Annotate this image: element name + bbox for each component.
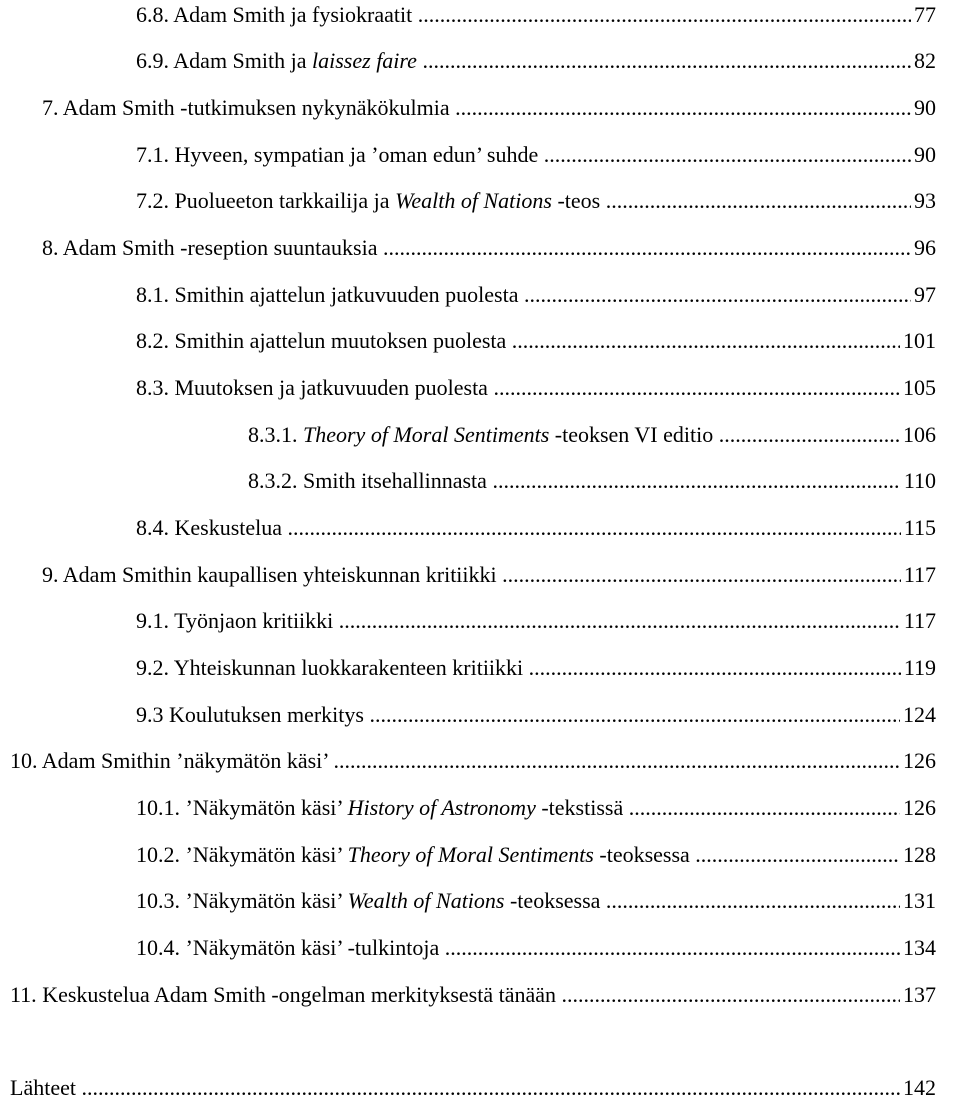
toc-page-number: 115 xyxy=(901,513,936,543)
toc-entry-number: 9.2. xyxy=(136,655,169,680)
toc-page-number: 101 xyxy=(900,326,936,356)
toc-entry-number: 9.1. xyxy=(136,608,169,633)
toc-entry-8-4 xyxy=(136,513,936,543)
toc-entry-10-1 xyxy=(136,793,936,823)
toc-entry-number: 10.2. xyxy=(136,842,180,867)
toc-entry-number: 8.3.2. xyxy=(248,468,298,493)
toc-entry-title: Adam Smith -tutkimuksen nykynäkökulmia xyxy=(62,95,450,120)
toc-entry-9 xyxy=(42,560,936,590)
toc-entry-number: 8. xyxy=(42,235,59,260)
toc-entry-7-1 xyxy=(136,140,936,170)
toc-entry-9-2 xyxy=(136,653,936,683)
toc-entry-title: Lähteet xyxy=(10,1075,76,1100)
toc-entry-9-1 xyxy=(136,606,936,636)
toc-entry-7 xyxy=(42,93,936,123)
toc-entry-8-3-1 xyxy=(248,420,936,450)
toc-page-number: 117 xyxy=(901,606,936,636)
toc-entry-title: ’Näkymätön käsi’ -tulkintoja xyxy=(185,935,440,960)
toc-entry-number: 7.2. xyxy=(136,188,169,213)
toc-entry-8-2 xyxy=(136,326,936,356)
toc-entry-title: Työnjaon kritiikki xyxy=(174,608,334,633)
toc-page-number: 137 xyxy=(900,980,936,1010)
toc-entry-title: Adam Smithin kaupallisen yhteiskunnan kritiikki xyxy=(62,562,497,587)
toc-page-number: 131 xyxy=(900,886,936,916)
toc-entry-8 xyxy=(42,233,936,263)
toc-entry-number: 8.4. xyxy=(136,515,169,540)
toc-entry-title: ’Näkymätön käsi’ xyxy=(185,795,348,820)
toc-entry-title: ’Näkymätön käsi’ xyxy=(185,842,348,867)
toc-entry-8-3 xyxy=(136,373,936,403)
toc-entry-title: -teoksen VI editio xyxy=(549,422,714,447)
toc-page-number: 97 xyxy=(911,280,936,310)
toc-entry-title: Smithin ajattelun muutoksen puolesta xyxy=(174,328,507,353)
toc-page-number: 126 xyxy=(900,793,936,823)
toc-entry-title-italic: Theory of Moral Sentiments xyxy=(347,842,594,867)
toc-page-number: 119 xyxy=(901,653,936,683)
toc-entry-number: 8.2. xyxy=(136,328,169,353)
toc-entry-title-italic: laissez faire xyxy=(312,48,417,73)
toc-entry-6-9 xyxy=(136,46,936,76)
toc-entry-title: -teoksessa xyxy=(593,842,690,867)
toc-entry-title: Koulutuksen merkitys xyxy=(169,702,364,727)
toc-entry-title: ’Näkymätön käsi’ xyxy=(185,888,348,913)
toc-entry-number: 9. xyxy=(42,562,59,587)
toc-entry-10-3 xyxy=(136,886,936,916)
toc-entry-lahteet xyxy=(10,1073,936,1103)
toc-entry-title: -teos xyxy=(551,188,601,213)
toc-page-number: 134 xyxy=(900,933,936,963)
toc-entry-title: Smithin ajattelun jatkuvuuden puolesta xyxy=(174,282,519,307)
toc-entry-number: 8.3.1. xyxy=(248,422,298,447)
toc-entry-number: 10. xyxy=(10,748,38,773)
toc-entry-title: Adam Smith ja xyxy=(173,48,313,73)
toc-entry-9-3 xyxy=(136,700,936,730)
toc-entry-8-3-2 xyxy=(248,466,936,496)
toc-entry-title-italic: History of Astronomy xyxy=(347,795,536,820)
toc-entry-7-2 xyxy=(136,186,936,216)
toc-entry-10-2 xyxy=(136,840,936,870)
toc-entry-number: 6.9. xyxy=(136,48,169,73)
toc-page-number: 110 xyxy=(901,466,936,496)
toc-entry-title: Puolueeton tarkkailija ja xyxy=(174,188,396,213)
toc-page-number: 117 xyxy=(901,560,936,590)
toc-entry-8-1 xyxy=(136,280,936,310)
toc-page-number: 105 xyxy=(900,373,936,403)
toc-page-number: 82 xyxy=(911,46,936,76)
toc-page-number: 77 xyxy=(911,0,936,30)
toc-entry-title-italic: Wealth of Nations xyxy=(347,888,505,913)
toc-entry-title: Muutoksen ja jatkuvuuden puolesta xyxy=(174,375,488,400)
toc-page-number: 142 xyxy=(900,1073,936,1103)
toc-entry-title: Adam Smith -reseption suuntauksia xyxy=(62,235,378,260)
toc-page-number: 128 xyxy=(900,840,936,870)
toc-entry-number: 9.3 xyxy=(136,702,164,727)
toc-entry-title: Yhteiskunnan luokkarakenteen kritiikki xyxy=(173,655,524,680)
toc-entry-number: 6.8. xyxy=(136,2,169,27)
toc-entry-title: Keskustelua xyxy=(174,515,283,540)
toc-page-number: 124 xyxy=(900,700,936,730)
toc-entry-title: -tekstissä xyxy=(535,795,624,820)
toc-entry-number: 11. xyxy=(10,982,37,1007)
toc-entry-number: 8.3. xyxy=(136,375,169,400)
toc-entry-title: Adam Smithin ’näkymätön käsi’ xyxy=(41,748,328,773)
toc-entry-number: 7.1. xyxy=(136,142,169,167)
toc-page-number: 126 xyxy=(900,746,936,776)
toc-entry-11 xyxy=(10,980,936,1010)
toc-entry-number: 10.1. xyxy=(136,795,180,820)
toc-entry-number: 10.4. xyxy=(136,935,180,960)
toc-entry-6-8 xyxy=(136,0,936,30)
toc-page-number: 93 xyxy=(911,186,936,216)
toc-entry-number: 8.1. xyxy=(136,282,169,307)
toc-entry-number: 10.3. xyxy=(136,888,180,913)
toc-page-number: 106 xyxy=(900,420,936,450)
toc-entry-title: Smith itsehallinnasta xyxy=(303,468,487,493)
toc-entry-number: 7. xyxy=(42,95,59,120)
toc-entry-title-italic: Theory of Moral Sentiments xyxy=(303,422,550,447)
toc-entry-title: Hyveen, sympatian ja ’oman edun’ suhde xyxy=(174,142,539,167)
toc-entry-10 xyxy=(10,746,936,776)
toc-entry-10-4 xyxy=(136,933,936,963)
toc-entry-title: -teoksessa xyxy=(504,888,601,913)
toc-page-number: 90 xyxy=(911,140,936,170)
toc-entry-title: Adam Smith ja fysiokraatit xyxy=(173,2,413,27)
toc-page-number: 96 xyxy=(911,233,936,263)
toc-entry-title-italic: Wealth of Nations xyxy=(395,188,552,213)
toc-entry-title: Keskustelua Adam Smith -ongelman merkityksestä tänään xyxy=(42,982,557,1007)
toc-page-number: 90 xyxy=(911,93,936,123)
